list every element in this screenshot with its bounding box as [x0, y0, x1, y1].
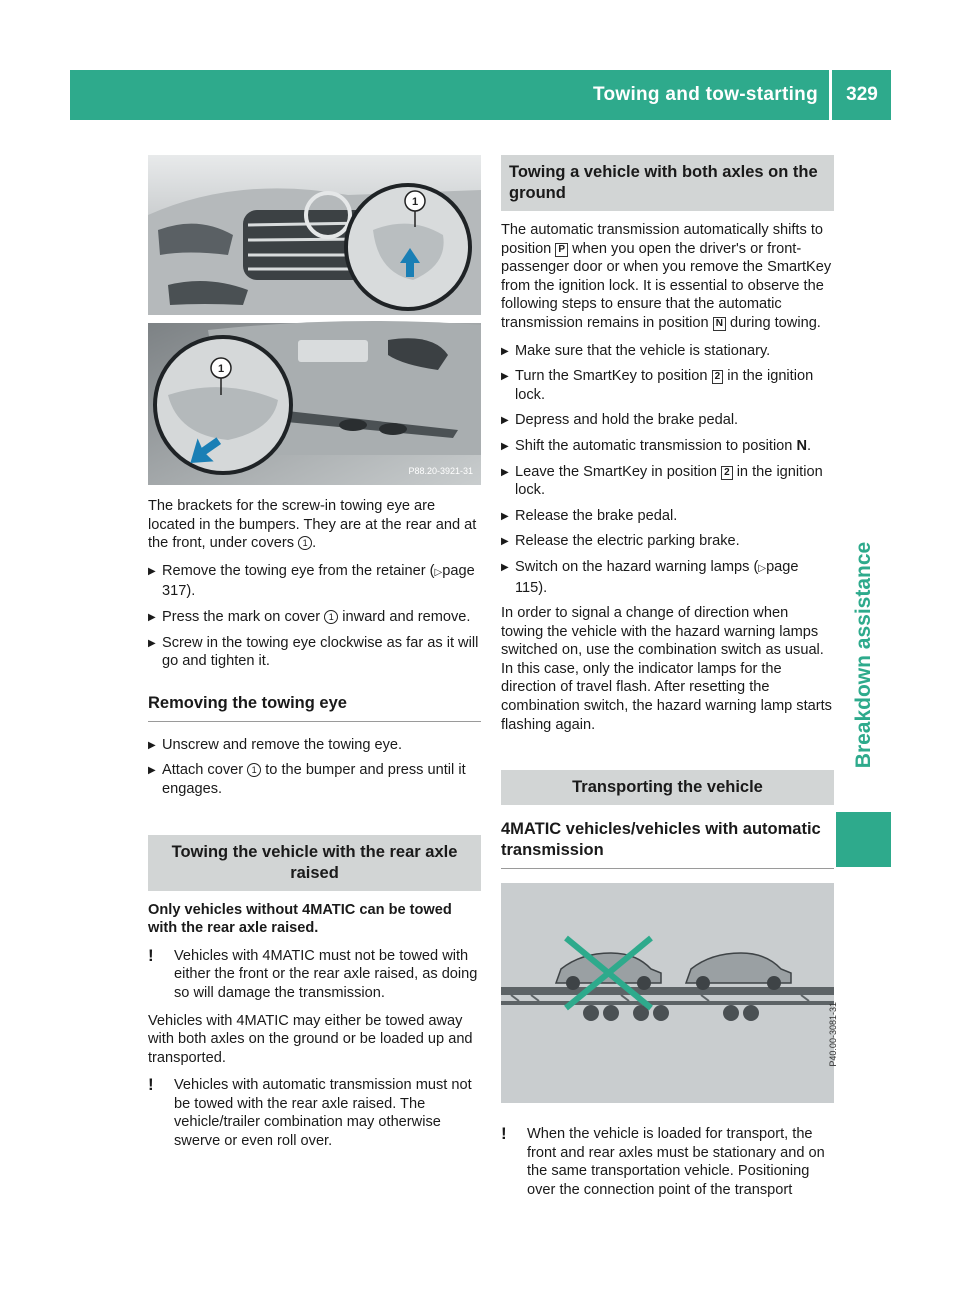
- gear-p-icon: P: [555, 243, 568, 257]
- auto-heading: 4MATIC vehicles/vehicles with automatic transmission: [501, 819, 834, 869]
- warning-automatic: ! Vehicles with automatic transmission must not be towed with the rear axle raised. The vehicle/trailer combination may otherwise swerve or even roll over.: [148, 1075, 472, 1150]
- arrow-right-icon: ▷: [758, 562, 767, 574]
- step-screw-in: ▶ Screw in the towing eye clockwise as far as it will go and tighten it.: [148, 634, 481, 671]
- towing-eye-cover-figure: [148, 155, 481, 485]
- 4matic-paragraph: Vehicles with 4MATIC may either be towed away with both axles on the ground or be loaded up and transported.: [148, 1012, 473, 1066]
- both-axles-heading: Towing a vehicle with both axles on the ground: [501, 155, 834, 211]
- step-press-cover: ▶ Press the mark on cover 1 inward and remove.: [148, 608, 481, 627]
- step-shift-n: ▶ Shift the automatic transmission to position N.: [501, 437, 834, 456]
- warning-icon: !: [148, 1075, 154, 1095]
- callout-1-icon: 1: [247, 763, 261, 777]
- step-hazard: ▶ Switch on the hazard warning lamps (▷page 115).: [501, 558, 834, 597]
- warning-icon: !: [148, 945, 154, 965]
- step-unscrew: ▶ Unscrew and remove the towing eye.: [148, 736, 481, 755]
- key-position-icon: 2: [721, 466, 733, 480]
- chapter-marker: [836, 812, 891, 867]
- step-release-brake: ▶ Release the brake pedal.: [501, 507, 834, 526]
- right-column: [501, 155, 839, 1209]
- warning-4matic: ! Vehicles with 4MATIC must not be towed with either the front or the rear axle raised, as doing so will damage the transmission.: [148, 945, 478, 1001]
- svg-text:1: 1: [411, 196, 419, 208]
- intro-paragraph: The brackets for the screw-in towing eye are located in the bumpers. They are at the rear and at the front, under covers 1 .: [148, 498, 477, 552]
- gear-n-icon: N: [713, 317, 726, 331]
- step-leave-key: ▶ Leave the SmartKey in position 2 in the ignition lock.: [501, 463, 834, 500]
- transport-heading: Transporting the vehicle: [501, 770, 834, 805]
- step-remove-eye: ▶ Remove the towing eye from the retainer (▷page 317).: [148, 562, 481, 601]
- key-position-icon: 2: [712, 370, 724, 384]
- warning-transport: ! When the vehicle is loaded for transport, the front and rear axles must be stationary and on the same transportation vehicle. Positioning over the connection point of the transport: [501, 1124, 825, 1199]
- step-brake: ▶ Depress and hold the brake pedal.: [501, 411, 834, 430]
- removing-heading: Removing the towing eye: [148, 693, 481, 722]
- step-turn-key: ▶ Turn the SmartKey to position 2 in the ignition lock.: [501, 367, 834, 404]
- arrow-right-icon: ▷: [434, 566, 443, 578]
- step-stationary: ▶ Make sure that the vehicle is stationary.: [501, 342, 834, 361]
- transport-figure: [501, 883, 839, 1103]
- chapter-tab-label: Breakdown assistance: [852, 541, 875, 769]
- header-divider: [829, 70, 832, 120]
- section-title: Towing and tow-starting: [592, 84, 818, 105]
- svg-text:1: 1: [217, 363, 225, 375]
- both-axles-intro: The automatic transmission automatically shifts to position P when you open the driver's or front-passenger door or when you remove the SmartKey from the ignition lock. It is essential to observe the following steps to ensure that the automatic transmission remains in position N during towing.: [501, 222, 832, 331]
- hazard-paragraph: In order to signal a change of direction when towing the vehicle with the hazard warning lamps switched on, use the combination switch as usual. In this case, only the indicator lamps for the direction of travel flash. After resetting the combination switch, the hazard warning lamp starts flashing again.: [501, 605, 832, 733]
- rear-axle-note: Only vehicles without 4MATIC can be towed with the rear axle raised.: [148, 901, 452, 937]
- callout-1-icon: 1: [324, 610, 338, 624]
- figure-code: P88.20-3921-31: [408, 466, 473, 477]
- step-attach-cover: ▶ Attach cover 1 to the bumper and press until it engages.: [148, 761, 481, 798]
- callout-1-icon: 1: [298, 536, 312, 550]
- warning-icon: !: [501, 1124, 507, 1144]
- left-column: [148, 155, 481, 1160]
- step-release-parking: ▶ Release the electric parking brake.: [501, 532, 834, 551]
- rear-axle-heading: Towing the vehicle with the rear axle raised: [148, 835, 481, 891]
- figure-code: P40.00-3081-31: [828, 1001, 839, 1067]
- page-number: 329: [846, 84, 878, 105]
